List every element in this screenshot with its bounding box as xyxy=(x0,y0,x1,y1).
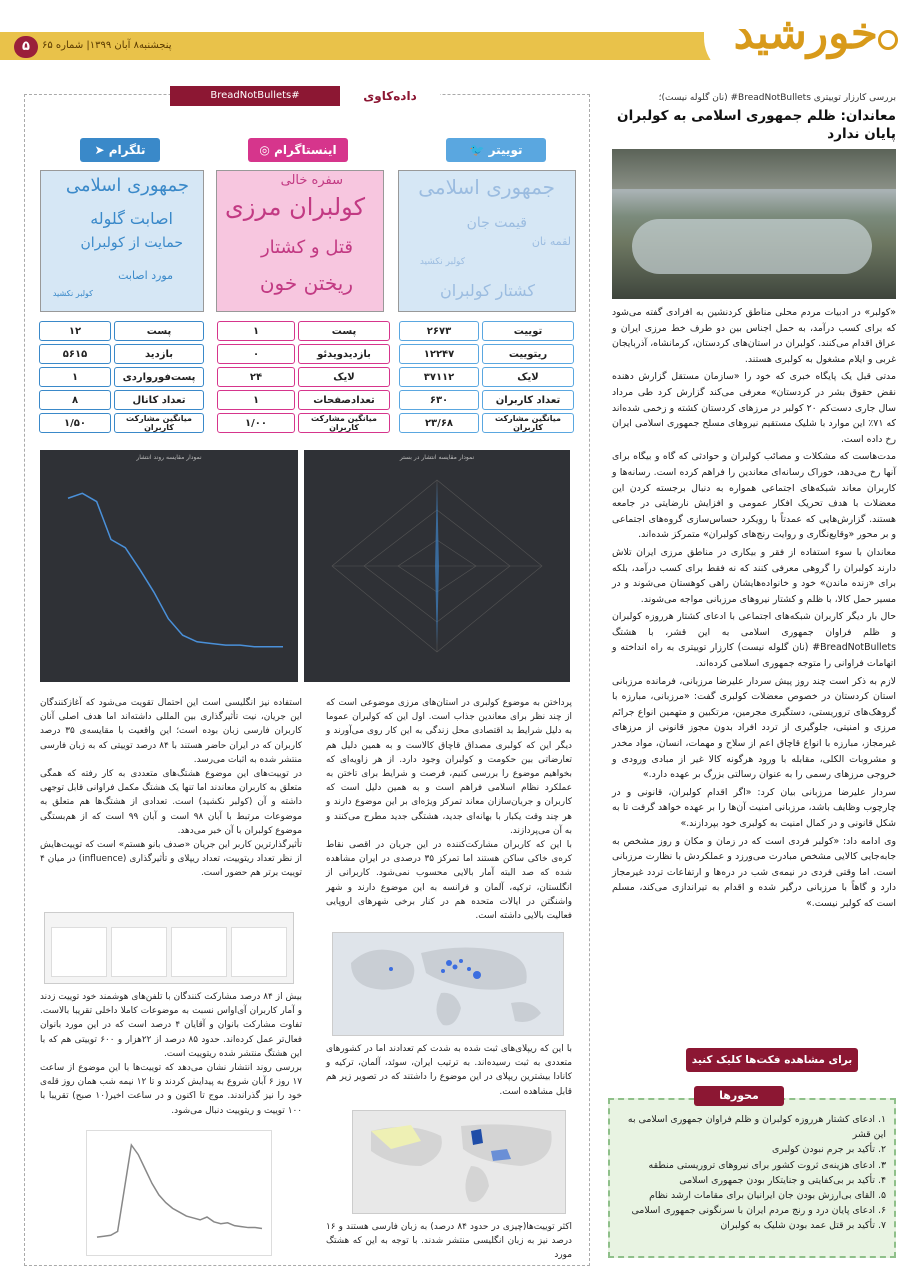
tweet-card xyxy=(51,927,107,977)
word: کولبر نکشید xyxy=(52,289,93,298)
article-photo xyxy=(612,149,896,299)
radar-chart xyxy=(304,450,570,682)
twitter-stats xyxy=(396,318,577,436)
axes-box xyxy=(608,1098,896,1258)
instagram-label xyxy=(248,138,348,162)
logo-text: خورشید xyxy=(733,8,878,59)
list-item: ۷. تأکید بر قتل عمد بودن شلیک به کولبران xyxy=(720,1220,886,1232)
paragraph: معاندان با سوء استفاده از فقر و بیکاری در مناطق مرزی ایران تلاش دارند کولبران را گروهی معرفی کنند که نه فقط برای کسب درآمد، بلکه برای «زنده ماندن» خود و خانواده‌هایشان راهی کوهستان می‌شوند و در مسیر حمل کالا، با ظلم و کشتار نیروهای مرزبانی مواجه می‌شوند. xyxy=(612,546,896,605)
list-item: ۱. ادعای کشتار هرروزه کولبران و ظلم فراوان جمهوری اسلامی به این قشر xyxy=(627,1114,886,1141)
line-chart-svg xyxy=(40,450,298,682)
data-mining-tag xyxy=(170,86,440,106)
user-distribution-map xyxy=(332,932,564,1036)
stat-value: ۲۶۷۳ xyxy=(399,321,479,341)
left-column-2 xyxy=(40,990,302,1118)
stat-label: پست xyxy=(114,321,204,341)
paragraph: تأثیرگذارترین کاربر این جریان «صدف بانو هستم» است که توییت‌هایش از نظر تعداد ریتوییت، تعداد ریپلای و تأثیرگذاری (influence) در میان ۴ توییت برتر هم حضور است. xyxy=(40,840,302,879)
stat-value: ۱۲۲۴۷ xyxy=(399,344,479,364)
stat-value: ۲۴ xyxy=(217,367,295,387)
stat-label: تعداد کاربران xyxy=(482,390,574,410)
stat-label: میانگین مشارکت کاربران xyxy=(482,413,574,433)
stat-label: بازدید xyxy=(114,344,204,364)
stat-label: بازدیدویدئو xyxy=(298,344,390,364)
telegram-icon: ➤ xyxy=(94,143,105,157)
article-kicker: بررسی کارزار توییتری BreadNotBullets# (نان گلوله نیست)؛ xyxy=(658,93,896,103)
middle-column-3 xyxy=(326,1220,572,1263)
word: حمایت از کولبران xyxy=(80,235,183,251)
word: قیمت جان xyxy=(466,215,527,231)
paragraph: بررسی روند انتشار نشان می‌دهد که توییت‌ها با این موضوع از ساعت ۱۷ روز ۶ آبان شروع به پیدایش کردند و تا ۱۲ نیمه شب همان روز قله‌ی خود را نیز گذراندند. موج تا اکنون و در ساعت اخیر(۱۰ صبح) تقریبا با ۱۰۰ توییت و ریتوییت دنبال می‌شود. xyxy=(40,1063,303,1116)
stat-value: ۱ xyxy=(217,390,295,410)
stat-label: میانگین مشارکت کاربران xyxy=(298,413,390,433)
word: کولبر نکشید xyxy=(419,257,465,267)
series-line xyxy=(97,1145,262,1237)
paragraph: سردار علیرضا مرزبانی بیان کرد: «اگر اقدام کولبران، قانونی و در چارچوب وظایف باشد، مرزبانی امنیت آن‌ها را بر عهده خواهد گرفت تا به شکل قانونی و در کمال امنیت به کولبری خود بپردازند.» xyxy=(612,786,896,829)
paragraph: در توییت‌های این موضوع هشتگ‌های متعددی به کار رفته که همگی متعلق به کاربران معاندند اما تنها یک هشتگ مکمل فراوانی قابل توجهی داشته و آن (کولبر نکشید) است. تعدادی از هشتگ‌ها هم متعلق به موضوعات مرتبط با آبان ۹۸ است و آبان ۹۹ است که از هم‌بستگی موضوع کولبران با آن خبر می‌دهد. xyxy=(40,769,302,836)
page-header xyxy=(0,0,904,78)
timeline-chart-svg xyxy=(86,1131,271,1256)
word: جمهوری اسلامی xyxy=(418,175,555,199)
paragraph: مدت‌هاست که مشکلات و مصائب کولبران و حوادثی که گاه و بیگاه برای آنها رخ می‌دهد، خوراک رسانه‌ای معاندین را فراهم کرده است. رسانه‌ها و کاربران معاند شبکه‌های اجتماعی همواره به دنبال برجسته کردن این معضلات با هدف تحریک افکار عمومی و افزایش نارضایتی در جامعه هستند. گزارش‌هایی که عمدتاً با رویکرد حساس‌سازی گروه‌های اجتماعی و بر محور «وقایع‌نگاری و روایت رنج‌های کولبران» متمرکز شده‌اند. xyxy=(612,451,896,541)
paragraph: اکثر توییت‌ها(چیزی در حدود ۸۴ درصد) به زبان فارسی هستند و ۱۶ درصد نیز به زبان انگلیسی منتشر شدند. با توجه به این که هشتگ مورد xyxy=(326,1222,572,1261)
instagram-stats xyxy=(214,318,393,436)
stat-label: تعدادصفحات xyxy=(298,390,390,410)
paragraph: «کولبر» در ادبیات مردم محلی مناطق کردنشین به افرادی گفته می‌شود که برای کسب درآمد، به حمل اجناس بین دو طرف خط مرزی ایران و عراق اقدام می‌کنند. کولبران در استان‌های کردستان، کرمانشاه، آذربایجان غربی و ایلام مشغول به کولبری هستند. xyxy=(611,307,896,365)
paragraph: با این که کاربران مشارکت‌کننده در این جریان در اقصی نقاط کره‌ی خاکی ساکن هستند اما تمرکز ۳۵ درصدی در ایران مشاهده شده که صد البته آمار بالایی محسوب نمی‌شود. کاربرانی از انگلستان، ترکیه، آلمان و فرانسه به این موضوع دارند و شهر واشنگتن در ایالات متحده هم در کنار برخی شهرهای اروپایی فعالیت بالایی داشته است. xyxy=(326,840,572,922)
telegram-wordcloud xyxy=(40,170,204,312)
reply-distribution-map xyxy=(352,1110,566,1214)
sun-icon xyxy=(878,30,898,50)
telegram-label-text: تلگرام xyxy=(108,143,146,157)
word: کولبران مرزی xyxy=(224,193,365,221)
stat-label: پست‌فورواردی xyxy=(114,367,204,387)
paragraph: با این که ریپلای‌های ثبت شده به شدت کم تعدادند اما در کشورهای متعددی به ثبت رسیده‌اند. به ترتیب ایران، سوئد، آلمان، ترکیه و کانادا بیشترین ریپلای در این موضوع را داشتند که در تصویر زیر هم قابل مشاهده است. xyxy=(326,1044,572,1097)
word: مورد اصابت xyxy=(118,269,173,282)
article-headline: معاندان: ظلم جمهوری اسلامی به کولبران پایان ندارد xyxy=(617,108,896,142)
series-line xyxy=(68,493,283,646)
middle-column-2 xyxy=(326,1042,572,1099)
facts-link-button[interactable]: برای مشاهده فکت‌ها کلیک کنید xyxy=(686,1048,858,1072)
main-article xyxy=(612,92,896,914)
stat-value: ۱/۵۰ xyxy=(39,413,111,433)
chart-title: نمودار مقایسه انتشار در بستر xyxy=(399,454,475,461)
paragraph: استفاده نیز انگلیسی است این احتمال تقویت می‌شود که آغازکنندگان این جریان، نیت تأثیرگذاری بین المللی داشته‌اند اما هدف اصلی آنان کاربران فارسی زبان بوده است؛ این واقعیت با مقایسه‌ی ۳۵ درصد کاربران که در ایران حاضر هستند با ۸۴ درصد توییتی که به زبان فارسی منتشر شده به اثبات می‌رسد. xyxy=(40,698,302,765)
stat-label: لایک xyxy=(298,367,390,387)
stat-label: توییت xyxy=(482,321,574,341)
tweet-card xyxy=(111,927,167,977)
stat-value: ۶۳۰ xyxy=(399,390,479,410)
instagram-wordcloud xyxy=(216,170,384,312)
stat-value: ۳۷۱۱۲ xyxy=(399,367,479,387)
stat-value: ۱۲ xyxy=(39,321,111,341)
instagram-icon: ◎ xyxy=(259,143,270,157)
instagram-label-text: اینستاگرام xyxy=(274,143,337,157)
stat-value: ۱ xyxy=(217,321,295,341)
list-item: ۵. القای بی‌ارزش بودن جان ایرانیان برای مقامات ارشد نظام xyxy=(649,1190,886,1202)
logo xyxy=(704,0,904,78)
word: جمهوری اسلامی xyxy=(65,175,189,196)
hashtag-label: #BreadNotBullets xyxy=(170,86,340,106)
axes-list xyxy=(618,1112,886,1234)
page-number: ۵ xyxy=(14,36,38,58)
paragraph: لازم به ذکر است چند روز پیش سردار علیرضا مرزبانی، فرمانده مرزبانی استان کردستان در خصوص معضلات کولبری گفت: «مرزبانی، مبارزه با گروهک‌های تروریستی، دستگیری مجرمین، مرتکبین و متهمین انواع جرائم مرزی و امنیتی، جلوگیری از تردد افراد بدون مجوز قانونی از مرزهای غیرمجاز، مبارزه با انواع قاچاق اعم از سلاح و مهمات، انسان، مواد مخدر و مشروبات الکلی، مقابله با ورود هرگونه کالا غیر از مبادی ورودی و خروجی مرزهای رسمی را به عنوان رسالتی بزرگ بر عهده دارد.» xyxy=(612,675,896,781)
list-item: ۴. تأکید بر بی‌کفایتی و جنایتکار بودن جمهوری اسلامی xyxy=(679,1174,886,1186)
paragraph: بیش از ۸۴ درصد مشارکت کنندگان با تلفن‌های هوشمند خود توییت زدند و آمار کاربران آی‌اواس نسبت به موضوعات کاملا داخلی تقریبا بالاست. تفاوت مشارکت بانوان و آقایان ۴ درصد است که در این مورد بانوان فعال‌تر عمل کرده‌اند. حدود ۸۵ درصد از ۲۲هزار و ۶۰۰ توییتی هم که با این هشتگ منتشر شده ریتوییت است. xyxy=(40,992,303,1059)
stat-value: ۰ xyxy=(217,344,295,364)
word: قتل و کشتار xyxy=(260,237,353,258)
stat-value: ۸ xyxy=(39,390,111,410)
paragraph: مدتی قبل یک پایگاه خبری که خود را «سازمان مستقل گزارش دهنده نقض حقوق بشر در کردستان» معرفی می‌کند گزارش کرد طی مرداد سال جاری دست‌کم ۲۰ کولبر در مرزهای کردستان کشته و زخمی شده‌اند که ۷۱٪ این موارد با شلیک مستقیم نیروهای مسلح جمهوری اسلامی ایران رخ داده است. xyxy=(612,371,896,445)
reply-map xyxy=(352,1111,565,1214)
radar-chart-svg xyxy=(304,450,570,682)
paragraph: وی ادامه داد: «کولبر فردی است که در زمان و مکان و روز مشخص به جابه‌جایی کالایی مشخص مبادرت می‌ورزد و عملکردش با نظارت مرزبانی است. اما وقتی فردی در نیمه‌ی شب در دره‌ها و ارتفاعات تردد غیرمجاز دارد و گاهاً با مرزبانی درگیر شده و اقدام به تیراندازی می‌کند، مسلم است که کولبر نیست.» xyxy=(612,835,896,909)
word: سفره خالی xyxy=(280,173,343,188)
list-item: ۳. ادعای هزینه‌ی ثروت کشور برای نیروهای تروریستی منطقه xyxy=(648,1159,886,1171)
stat-value: ۵۶۱۵ xyxy=(39,344,111,364)
stat-label: میانگین مشارکت کاربران xyxy=(114,413,204,433)
stat-value: ۲۳/۶۸ xyxy=(399,413,479,433)
top-tweets-image xyxy=(44,912,294,984)
twitter-label-text: توییتر xyxy=(488,143,523,157)
article-body xyxy=(612,305,896,912)
data-mining-title: داده‌کاوی xyxy=(340,86,440,106)
word: ریختن خون xyxy=(259,271,353,295)
chart-title: نمودار مقایسه روند انتشار xyxy=(136,454,202,461)
radar-series xyxy=(435,482,439,646)
stat-label: تعداد کانال xyxy=(114,390,204,410)
word: اصابت گلوله xyxy=(90,209,173,228)
word: لقمه نان xyxy=(531,235,571,248)
middle-column xyxy=(326,696,572,923)
line-chart xyxy=(40,450,298,682)
world-map xyxy=(332,933,563,1036)
list-item: ۲. تأکید بر جرم نبودن کولبری xyxy=(771,1144,886,1156)
stat-label: ریتوییت xyxy=(482,344,574,364)
tweet-card xyxy=(171,927,227,977)
stat-value: ۱ xyxy=(39,367,111,387)
twitter-wordcloud xyxy=(398,170,576,312)
paragraph: حال بار دیگر کاربران شبکه‌های اجتماعی با ادعای کشتار هرروزه کولبران و ظلم فراوان جمهوری اسلامی به این قشر، با هشتگ BreadNotBullets# (نان گلوله نیست) کارزار توییتری به راه انداخته و اتهامات فراوانی را متوجه جمهوری اسلامی کرده‌اند. xyxy=(612,611,896,670)
stat-value: ۱/۰۰ xyxy=(217,413,295,433)
word: کشتار کولبران xyxy=(439,281,535,300)
list-item: ۶. ادعای پایان درد و رنج مردم ایران با سرنگونی جمهوری اسلامی xyxy=(631,1205,886,1217)
axes-title: محورها xyxy=(694,1086,784,1106)
paragraph: پرداختن به موضوع کولبری در استان‌های مرزی موضوعی است که از چند نظر برای معاندین جذاب است. اول این که کولبران عموما به دلیل شرایط بد اقتصادی محل زندگی به این کار روی می‌آورند و دیگر این که کولبری مصداق قاچاق کالاست و به همین دلیل هم تعارضاتی بین حکومت و کولبران وجود دارد. از هر زاویه‌ای که بخواهیم موضوع را بررسی کنیم، فرصت و شرایط برای تاختن به عملکرد نظام اسلامی فراهم است و به همین دلیل است که کاربران و جریان‌سازان معاند تمرکز ویژه‌ای بر این موضوع دارند و هر چند وقت یکبار با بهانه‌ای جدید، هشتگی جدید مطرح می‌کنند و به آن می‌پردازند. xyxy=(326,698,572,836)
left-column xyxy=(40,696,302,881)
timeline-chart xyxy=(86,1130,272,1256)
stat-label: پست xyxy=(298,321,390,341)
tweet-card xyxy=(231,927,287,977)
twitter-label xyxy=(446,138,546,162)
telegram-stats xyxy=(36,318,207,436)
twitter-icon: 🐦 xyxy=(469,143,485,157)
telegram-label xyxy=(80,138,160,162)
dateline: پنجشنبه۸ آبان ۱۳۹۹| شماره ۶۵ xyxy=(42,40,172,51)
stat-label: لایک xyxy=(482,367,574,387)
